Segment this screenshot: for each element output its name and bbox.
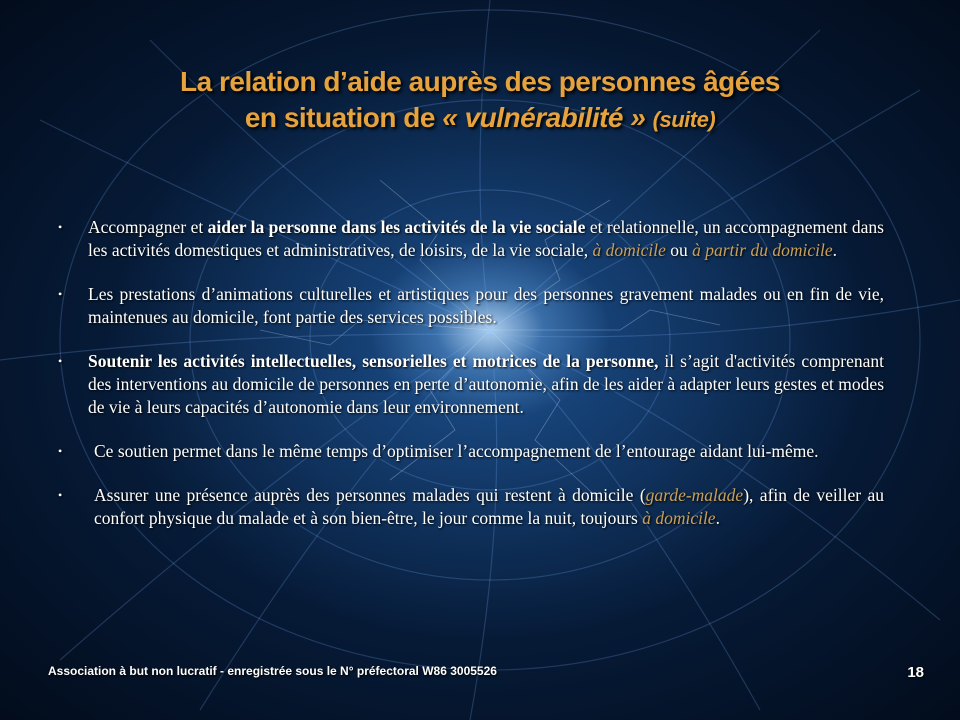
bullet-item-1: • Accompagner et aider la personne dans les activités de la vie sociale et relationnelle, un accompagnement dans les activités domestiques et administratives, de loisirs, de la vie sociale, à domicile ou à partir du domicile. [58,217,884,260]
page-number: 18 [907,664,924,681]
bullet-icon: • [58,488,63,502]
bullet-item-3: • Soutenir les activités intellectuelles, sensorielles et motrices de la personne, il s’agit d'activités comprenant des interventions au domicile de personnes en perte d’autonomie, afin de les aider à adapter leurs gestes et modes de vie à leurs capacités d’autonomie dans leur environnement. [58,351,884,417]
slide-title [80,64,880,138]
bullet-list [56,216,884,551]
bullet-1-bold: aider la personne dans les activités de la vie sociale [207,217,586,237]
title-emphasis: « vulnérabilité » [442,102,646,133]
bullet-icon: • [58,220,63,234]
bullet-3-bold: Soutenir les activités intellectuelles, sensorielles et motrices de la personne, [88,351,659,371]
link-a-domicile-2[interactable]: à domicile [642,508,716,528]
title-line-2 [80,100,880,138]
bullet-item-2: • Les prestations d’animations culturelles et artistiques pour des personnes gravement malades ou en fin de vie, maintenues au domicile, font partie des services possibles. [58,284,884,327]
title-suffix: (suite) [652,107,716,132]
title-line-2-prefix: en situation de [244,102,443,133]
link-garde-malade[interactable]: garde-malade [645,485,744,505]
bullet-icon: • [58,287,63,301]
bullet-item-5: • Assurer une présence auprès des personnes malades qui restent à domicile (garde-malade), afin de veiller au confort physique du malade et à son bien-être, le jour comme la nuit, toujours à domicile. [58,485,884,528]
link-a-partir-du-domicile[interactable]: à partir du domicile [692,240,833,260]
bullet-icon: • [58,354,63,368]
bullet-icon: • [58,444,63,458]
link-a-domicile[interactable]: à domicile [592,240,666,260]
footer-text: Association à but non lucratif - enregistrée sous le N° préfectoral W86 3005526 [48,664,497,678]
bullet-item-4: • Ce soutien permet dans le même temps d’optimiser l’accompagnement de l’entourage aidant lui-même. [58,441,819,461]
title-line-1: La relation d’aide auprès des personnes âgées [180,66,780,97]
